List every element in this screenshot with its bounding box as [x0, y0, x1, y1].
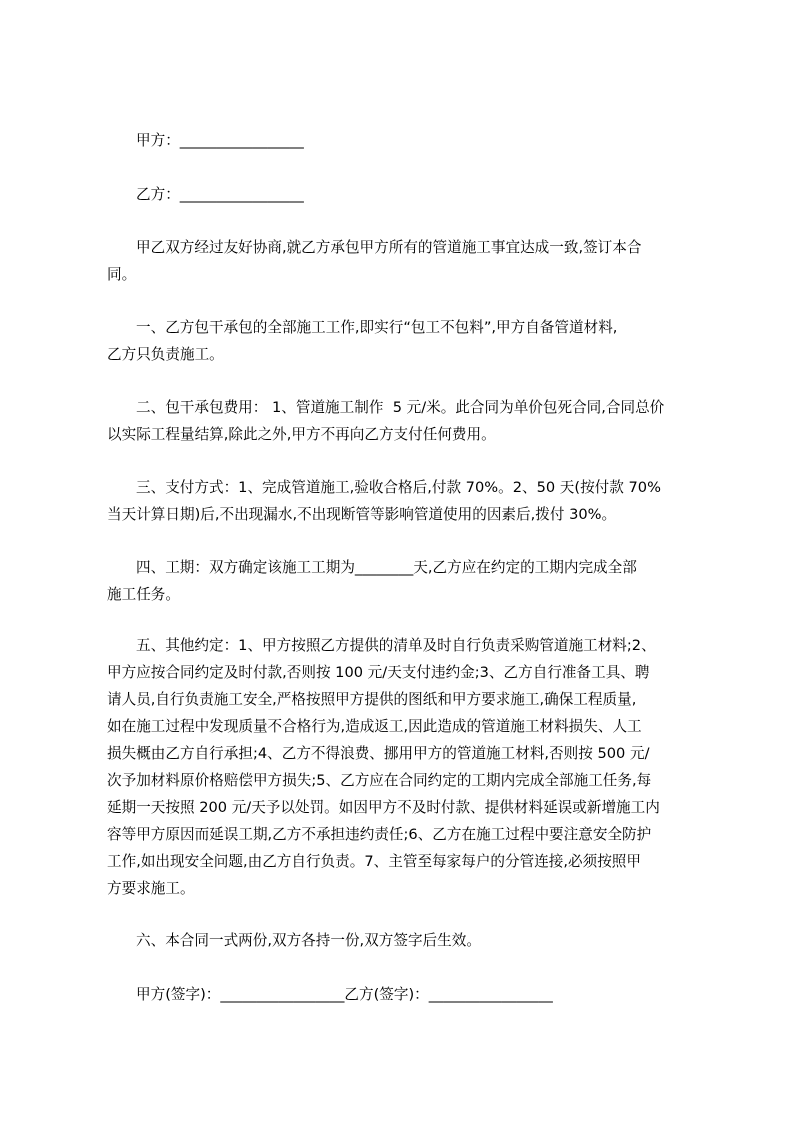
- intro-line-1: 甲乙双方经过友好协商,就乙方承包甲方所有的管道施工事宜达成一致,签订本合: [136, 239, 642, 256]
- clause5-line-6: 次予加材料原价格赔偿甲方损失;5、乙方应在合同约定的工期内完成全部施工任务,每: [107, 772, 652, 789]
- clause5-line-4: 如在施工过程中发现质量不合格行为,造成返工,因此造成的管道施工材料损失、人工: [107, 718, 642, 735]
- clause5-line-10: 方要求施工。: [107, 880, 195, 897]
- clause5-line-8: 容等甲方原因而延误工期,乙方不承担违约责任;6、乙方在施工过程中要注意安全防护: [107, 826, 652, 843]
- signature-fields: 甲方(签字)：_________________乙方(签字)：_________________: [136, 986, 553, 1003]
- clause5-line-7: 延期一天按照 200 元/天予以处罚。如因甲方不及时付款、提供材料延误或新增施工内: [107, 799, 660, 816]
- clause4-line-1: 四、工期：双方确定该施工工期为________天,乙方应在约定的工期内完成全部: [136, 559, 637, 576]
- clause3-line-2: 当天计算日期)后,不出现漏水,不出现断管等影响管道使用的因素后,拨付 30%。: [107, 506, 617, 523]
- party-b-field: 乙方：_________________: [136, 186, 304, 203]
- clause5-line-5: 损失概由乙方自行承担;4、乙方不得浪费、挪用甲方的管道施工材料,否则按 500 元/: [107, 745, 650, 762]
- clause5-line-2: 甲方应按合同约定及时付款,否则按 100 元/天支付违约金;3、乙方自行准备工具、聘: [107, 664, 650, 681]
- clause5-line-3: 请人员,自行负责施工安全,严格按照甲方提供的图纸和甲方要求施工,确保工程质量,: [107, 691, 637, 708]
- clause2-line-2: 以实际工程量结算,除此之外,甲方不再向乙方支付任何费用。: [107, 426, 496, 443]
- clause2-line-1: 二、包干承包费用： 1、管道施工制作 5 元/米。此合同为单价包死合同,合同总价: [136, 399, 665, 416]
- clause1-line-2: 乙方只负责施工。: [107, 346, 224, 363]
- clause6-line-1: 六、本合同一式两份,双方各持一份,双方签字后生效。: [136, 932, 481, 949]
- clause4-line-2: 施工任务。: [107, 586, 180, 603]
- intro-line-2: 同。: [107, 266, 137, 283]
- clause5-line-1: 五、其他约定：1、甲方按照乙方提供的清单及时自行负责采购管道施工材料;2、: [136, 637, 656, 654]
- clause3-line-1: 三、支付方式：1、完成管道施工,验收合格后,付款 70%。2、50 天(按付款 70%: [136, 479, 661, 496]
- party-a-field: 甲方：_________________: [136, 132, 304, 149]
- clause1-line-1: 一、乙方包干承包的全部施工工作,即实行“包工不包料”,甲方自备管道材料,: [136, 319, 618, 336]
- clause5-line-9: 工作,如出现安全问题,由乙方自行负责。7、主管至每家每户的分管连接,必须按照甲: [107, 853, 641, 870]
